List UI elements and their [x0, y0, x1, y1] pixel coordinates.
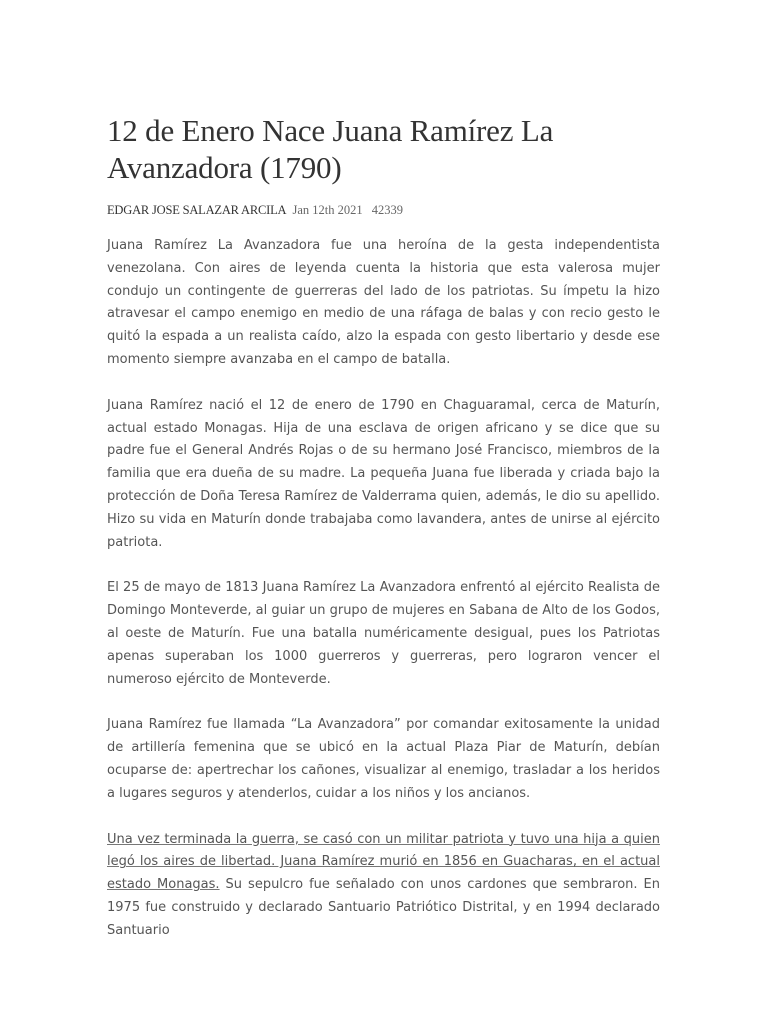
publish-date: Jan 12th 2021	[292, 203, 363, 217]
paragraph-5-rest: Su sepulcro fue señalado con unos cardones que sembraron. En 1975 fue construido y declarado Santuario Patriótico Distrital, y en 1994 declarado Santuario	[107, 877, 660, 938]
byline	[107, 202, 660, 218]
underlined-text: Una vez terminada la guerra, se casó con un militar patriota y tuvo una hija a quien legó los aires de libertad. Juana Ramírez murió en 1856 en Guacharas, en el actual estado Monagas.	[107, 831, 660, 893]
view-count: 42339	[371, 203, 404, 217]
paragraph-1: Juana Ramírez La Avanzadora fue una heroína de la gesta independentista venezolana. Con aires de leyenda cuenta la historia que esta valerosa mujer condujo un contingente de guerreras del lado de los patriotas. Su ímpetu la hizo atravesar el campo enemigo en medio de una ráfaga de balas y con recio gesto le quitó la espada a un realista caído, alzo la espada con gesto libertario y desde ese momento siempre avanzaba en el campo de batalla.	[107, 238, 660, 367]
paragraph-4: Juana Ramírez fue llamada “La Avanzadora” por comandar exitosamente la unidad de artillería femenina que se ubicó en la actual Plaza Piar de Maturín, debían ocuparse de: apertrechar los cañones, visualizar al enemigo, trasladar a los heridos a lugares seguros y atenderlos, cuidar a los niños y los ancianos.	[107, 717, 660, 801]
paragraph-3: El 25 de mayo de 1813 Juana Ramírez La Avanzadora enfrentó al ejército Realista de Domingo Monteverde, al guiar un grupo de mujeres en Sabana de Alto de los Godos, al oeste de Maturín. Fue una batalla numéricamente desigual, pues los Patriotas apenas superaban los 1000 guerreros y guerreras, pero lograron vencer el numeroso ejército de Monteverde.	[107, 580, 660, 687]
article	[107, 112, 660, 966]
article-body	[107, 235, 660, 943]
article-title: 12 de Enero Nace Juana Ramírez La Avanzadora (1790)	[107, 113, 554, 185]
paragraph-5	[107, 829, 660, 943]
author-name[interactable]: EDGAR JOSE SALAZAR ARCILA	[107, 203, 287, 217]
paragraph-2: Juana Ramírez nació el 12 de enero de 1790 en Chaguaramal, cerca de Maturín, actual estado Monagas. Hija de una esclava de origen africano y se dice que su padre fue el General Andrés Rojas o de su hermano José Francisco, miembros de la familia que era dueña de su madre. La pequeña Juana fue liberada y criada bajo la protección de Doña Teresa Ramírez de Valderrama quien, además, le dio su apellido. Hizo su vida en Maturín donde trabajaba como lavandera, antes de unirse al ejército patriota.	[107, 397, 660, 550]
